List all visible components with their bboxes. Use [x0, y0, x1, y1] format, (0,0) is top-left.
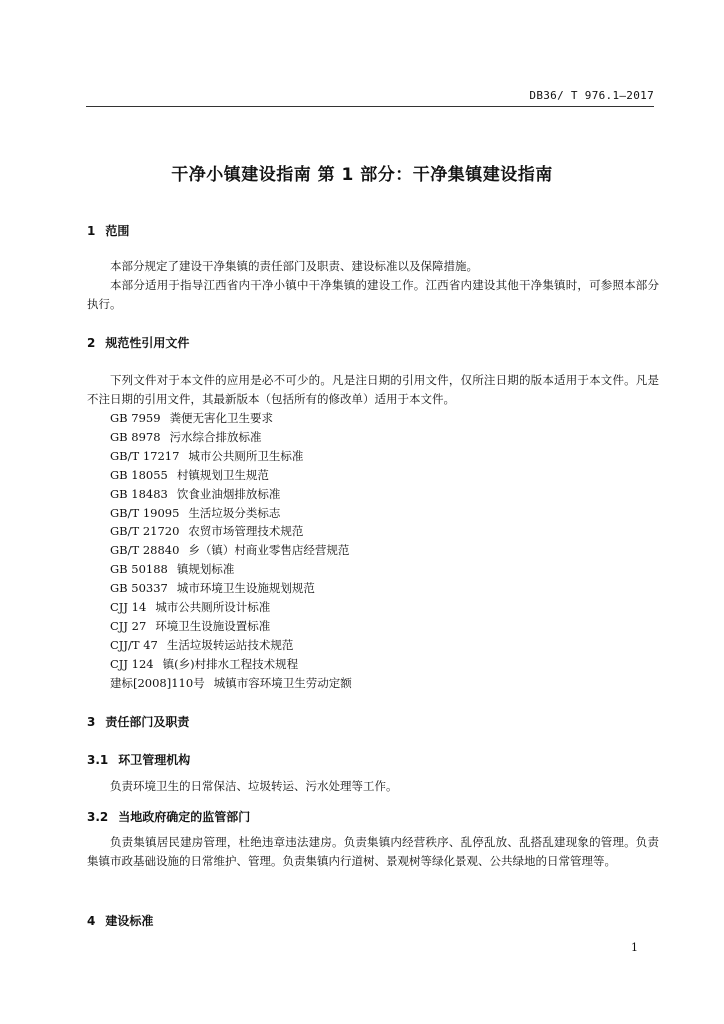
section-title: 责任部门及职责 [105, 715, 190, 729]
section-number: 4 [87, 914, 96, 928]
reference-item: CJJ 124 镇(乡)村排水工程技术规程 [110, 656, 299, 671]
section-1-heading [87, 222, 129, 239]
reference-item: GB 50188 镇规划标准 [110, 562, 235, 577]
section-2-heading [87, 334, 189, 351]
section-title: 环卫管理机构 [118, 753, 191, 767]
reference-item: CJJ/T 47 生活垃圾转运站技术规范 [110, 637, 294, 652]
reference-item: GB 18055 村镇规划卫生规范 [110, 467, 269, 482]
section-3-2-heading [87, 808, 250, 825]
page-number: 1 [631, 941, 638, 954]
scope-paragraph-2: 本部分适用于指导江西省内干净小镇中干净集镇的建设工作。江西省内建设其他干净集镇时，可参照本部分执行。 [87, 278, 659, 311]
reference-item: GB 50337 城市环境卫生设施规划规范 [110, 581, 315, 596]
reference-list [110, 409, 352, 693]
section-number: 2 [87, 336, 96, 350]
section-3-1-heading [87, 751, 190, 768]
reference-item: GB/T 21720 农贸市场管理技术规范 [110, 524, 304, 539]
reference-item: GB 7959 粪便无害化卫生要求 [110, 411, 274, 425]
reference-item: CJJ 27 环境卫生设施设置标准 [110, 618, 271, 633]
section-number: 1 [87, 224, 96, 238]
section-number: 3.1 [87, 753, 109, 767]
section-number: 3.2 [87, 810, 109, 824]
section-title: 范围 [105, 224, 130, 238]
reference-item: CJJ 14 城市公共厕所设计标准 [110, 600, 271, 615]
reference-item: GB 18483 饮食业油烟排放标准 [110, 486, 281, 501]
section-number: 3 [87, 715, 96, 729]
section-4-heading [87, 912, 153, 929]
reference-item: GB 8978 污水综合排放标准 [110, 429, 262, 444]
reference-item: GB/T 17217 城市公共厕所卫生标准 [110, 448, 304, 463]
header-divider [86, 106, 654, 107]
scope-paragraph-1: 本部分规定了建设干净集镇的责任部门及职责、建设标准以及保障措施。 [110, 259, 478, 273]
document-title: 干净小镇建设指南 第 1 部分：干净集镇建设指南 [171, 165, 553, 185]
references-intro: 下列文件对于本文件的应用是必不可少的。凡是注日期的引用文件，仅所注日期的版本适用于本文件。凡是不注日期的引用文件，其最新版本（包括所有的修改单）适用于本文件。 [87, 373, 659, 406]
reference-item: GB/T 28840 乡（镇）村商业零售店经营规范 [110, 543, 350, 558]
section-3-1-paragraph: 负责环境卫生的日常保洁、垃圾转运、污水处理等工作。 [110, 779, 398, 793]
section-title: 规范性引用文件 [105, 336, 190, 350]
section-3-heading [87, 713, 189, 730]
section-title: 当地政府确定的监管部门 [118, 810, 251, 824]
reference-item: 建标[2008]110号 城镇市容环境卫生劳动定额 [110, 675, 352, 690]
section-3-2-paragraph: 负责集镇居民建房管理，杜绝违章违法建房。负责集镇内经营秩序、乱停乱放、乱搭乱建现象的管理。负责集镇市政基础设施的日常维护、管理。负责集镇内行道树、景观树等绿化景观、公共绿地的日常管理等。 [87, 835, 659, 868]
standard-code: DB36/ T 976.1—2017 [529, 89, 654, 102]
section-title: 建设标准 [105, 914, 154, 928]
reference-item: GB/T 19095 生活垃圾分类标志 [110, 505, 281, 520]
